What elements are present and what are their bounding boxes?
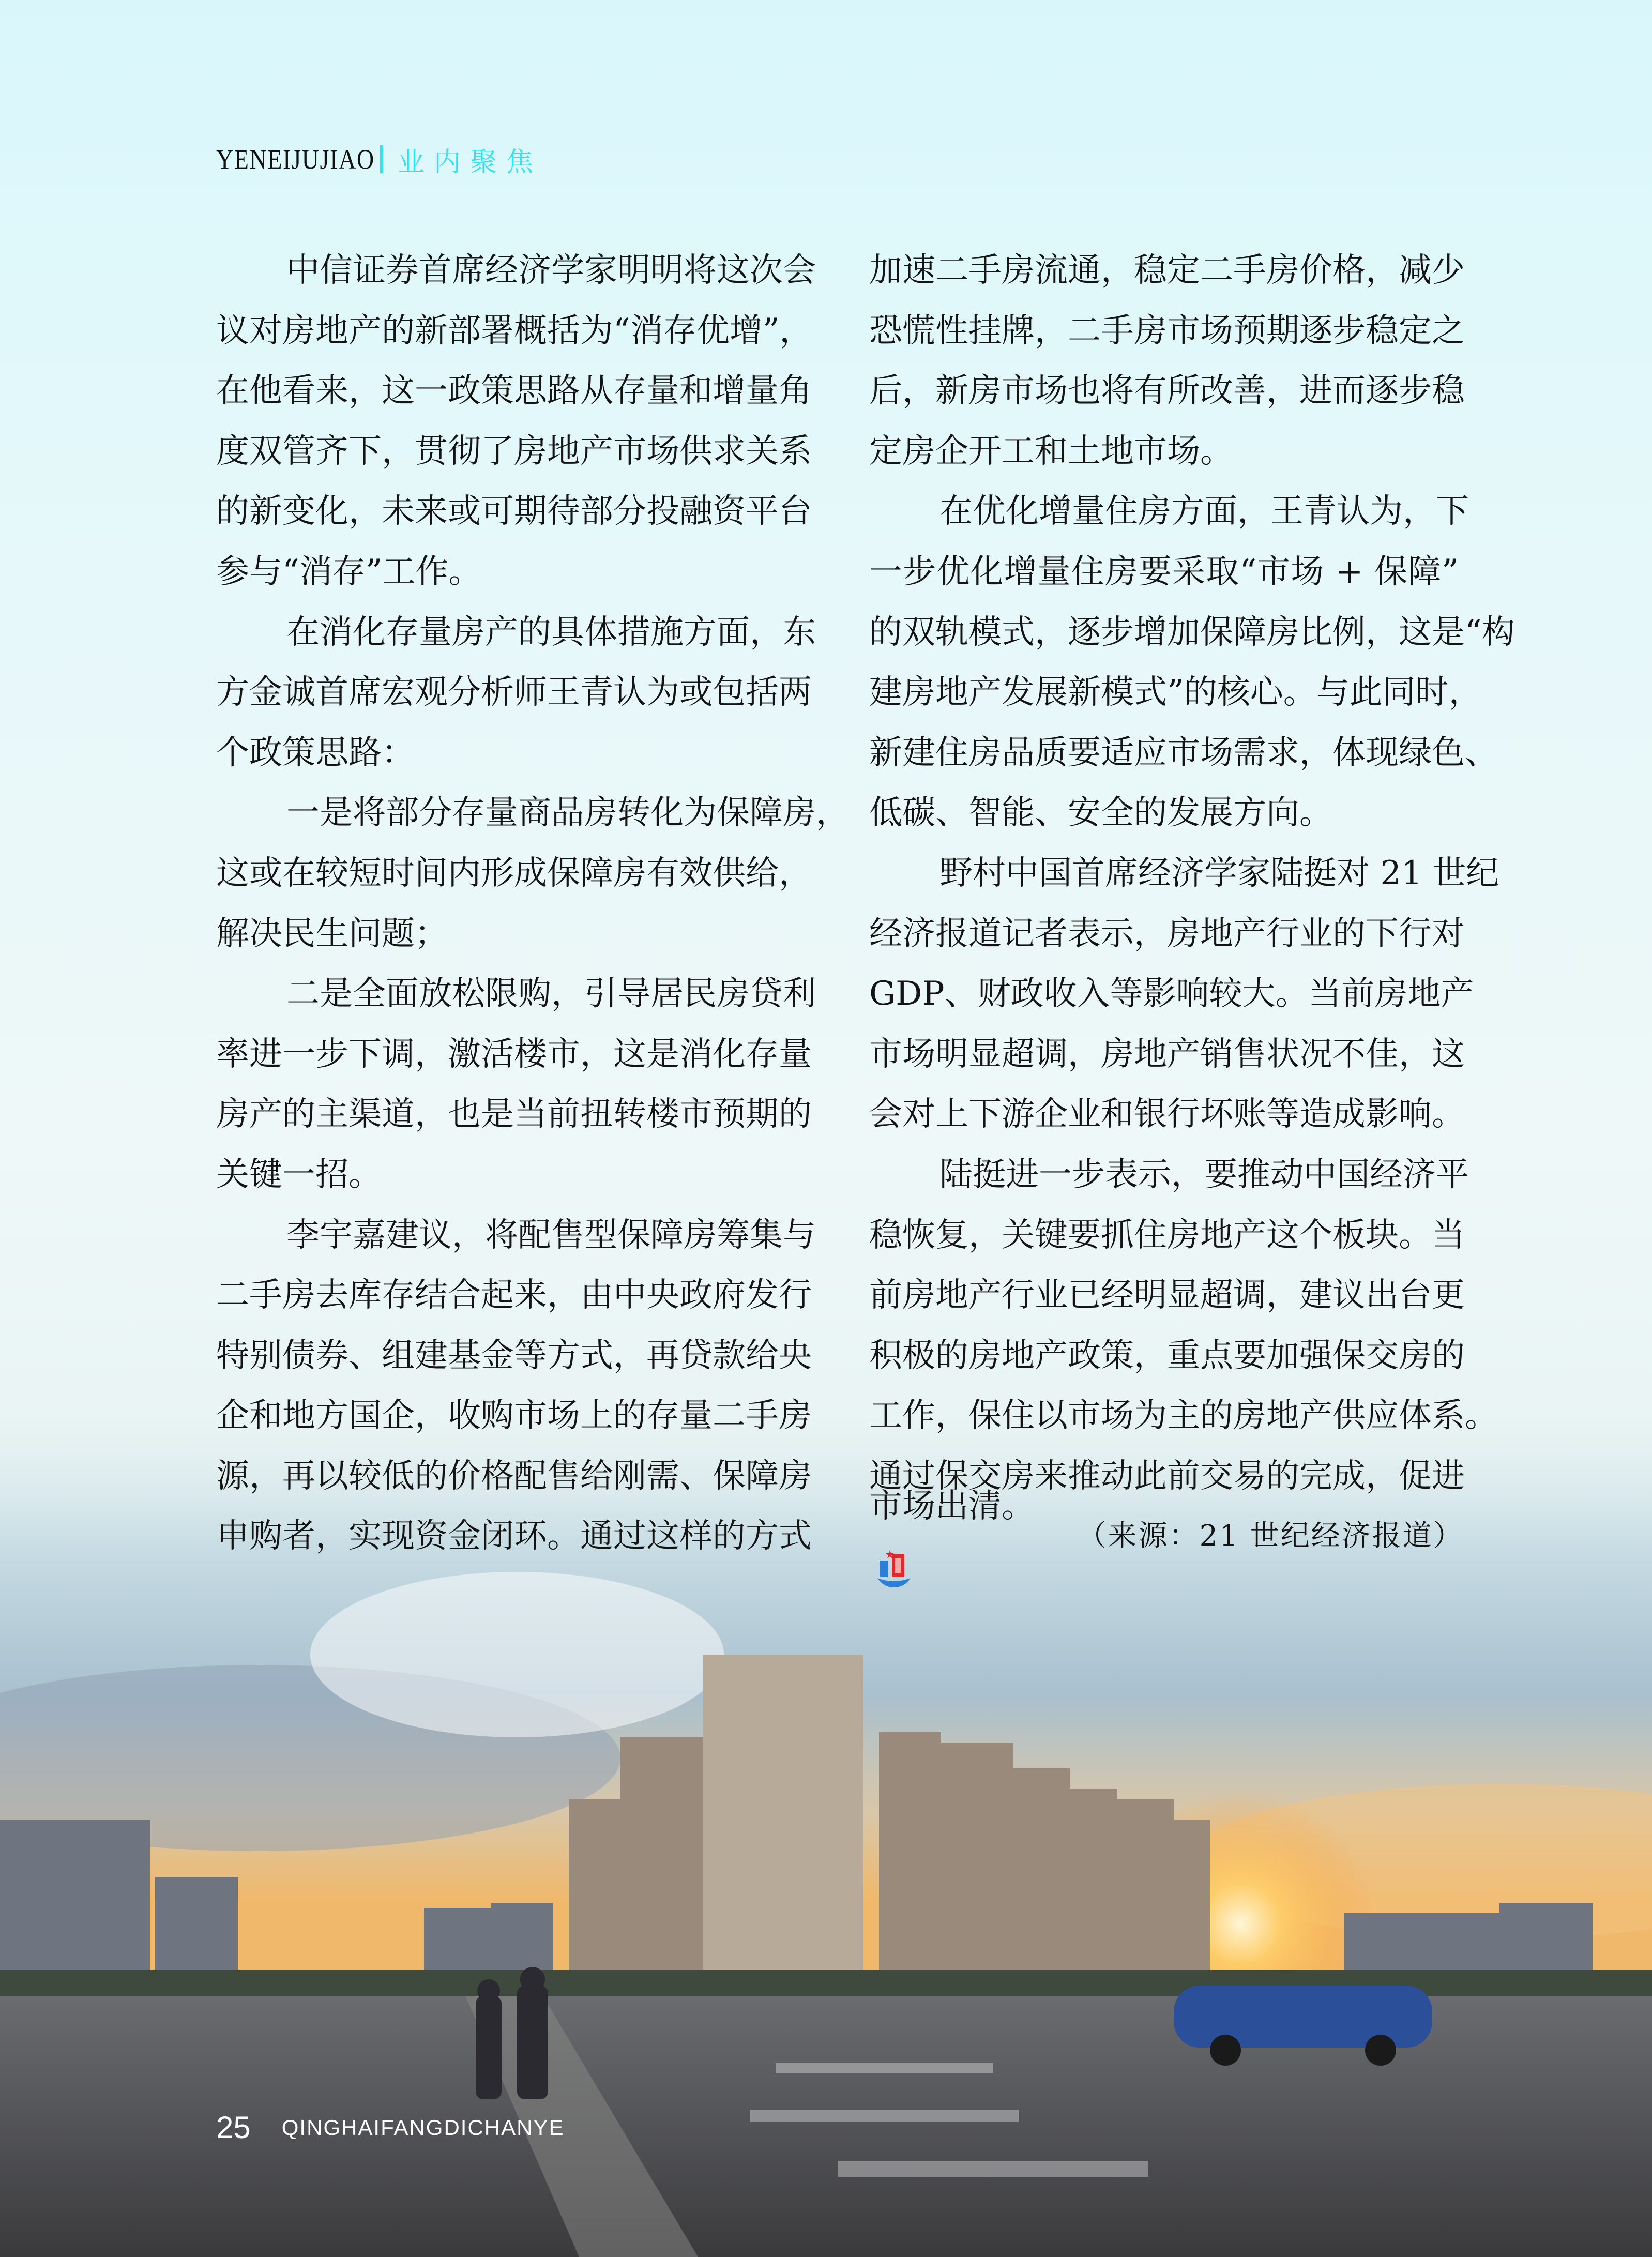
text-line: 会对上下游企业和银行坏账等造成影响。 (869, 1095, 1465, 1134)
text-line: 度双管齐下，贯彻了房地产市场供求关系 (216, 432, 812, 471)
text-line: 中信证券首席经济学家明明将这次会 (286, 251, 816, 290)
text-line: 积极的房地产政策，重点要加强保交房的 (869, 1336, 1465, 1375)
text-line: 在消化存量房产的具体措施方面，东 (286, 613, 816, 652)
text-line: 建房地产发展新模式”的核心。与此同时， (869, 673, 1482, 712)
source-citation: （来源：21 世纪经济报道） (1077, 1519, 1464, 1553)
text-line: 一步优化增量住房要采取“市场 + 保障” (869, 552, 1459, 591)
text-line: 后，新房市场也将有所改善，进而逐步稳 (869, 372, 1465, 411)
text-line: 特别债券、组建基金等方式，再贷款给央 (216, 1336, 812, 1375)
text-line: 解决民生问题； (216, 914, 448, 953)
paragraph (869, 843, 1499, 1145)
text-line: 申购者，实现资金闭环。通过这样的方式 (216, 1517, 812, 1556)
paragraph (869, 481, 1515, 843)
paragraph (216, 964, 816, 1205)
ending-text: 市场出清。 (869, 1487, 1035, 1526)
article-column-left (216, 240, 849, 1567)
text-line: 前房地产行业已经明显超调，建议出台更 (869, 1276, 1465, 1315)
text-line: 工作，保住以市场为主的房地产供应体系。 (869, 1397, 1498, 1435)
text-line: 定房企开工和土地市场。 (869, 432, 1233, 471)
paragraph (216, 1205, 816, 1567)
paragraph (216, 240, 816, 602)
paragraph (216, 783, 849, 964)
paragraph (869, 1145, 1498, 1507)
header-divider (380, 145, 383, 173)
text-line: 低碳、智能、安全的发展方向。 (869, 794, 1332, 832)
text-line: 二是全面放松限购，引导居民房贷利 (286, 975, 816, 1013)
text-line: 陆挺进一步表示，要推动中国经济平 (939, 1155, 1469, 1194)
page-number: 25 (216, 2110, 251, 2145)
section-title-zh: 业内聚焦 (398, 146, 543, 178)
article-ending (869, 1487, 1464, 1567)
text-line: 稳恢复，关键要抓住房地产这个板块。当 (869, 1216, 1465, 1254)
text-line: 源，再以较低的价格配售给刚需、保障房 (216, 1457, 812, 1495)
text-line: 参与“消存”工作。 (216, 552, 482, 591)
text-line: 经济报道记者表示，房地产行业的下行对 (869, 914, 1465, 953)
text-line: GDP、财政收入等影响较大。当前房地产 (869, 975, 1474, 1013)
text-line: 通过保交房来推动此前交易的完成，促进 (869, 1457, 1465, 1495)
text-line: 二手房去库存结合起来，由中央政府发行 (216, 1276, 812, 1315)
text-line: 房产的主渠道，也是当前扭转楼市预期的 (216, 1095, 812, 1134)
text-line: 市场明显超调，房地产销售状况不佳，这 (869, 1035, 1465, 1073)
paragraph (869, 240, 1465, 481)
section-title-en: YENEIJUJIAO (216, 144, 375, 175)
text-line: 在他看来，这一政策思路从存量和增量角 (216, 372, 812, 411)
text-line: 的新变化，未来或可期待部分投融资平台 (216, 492, 812, 531)
text-line: 关键一招。 (216, 1155, 382, 1194)
text-line: 企和地方国企，收购市场上的存量二手房 (216, 1397, 812, 1435)
ending-text-wrap (869, 1476, 1078, 1597)
magazine-name: QINGHAIFANGDICHANYE (281, 2115, 565, 2140)
page-footer (216, 2110, 565, 2145)
text-line: 率进一步下调，激活楼市，这是消化存量 (216, 1035, 812, 1073)
text-line: 恐慌性挂牌，二手房市场预期逐步稳定之 (869, 311, 1465, 350)
text-line: 方金诚首席宏观分析师王青认为或包括两 (216, 673, 812, 712)
text-line: 新建住房品质要适应市场需求，体现绿色、 (869, 733, 1498, 772)
paragraph (216, 602, 816, 783)
text-line: 加速二手房流通，稳定二手房价格，减少 (869, 251, 1465, 290)
text-line: 一是将部分存量商品房转化为保障房， (286, 794, 849, 832)
text-line: 议对房地产的新部署概括为“消存优增”， (216, 311, 813, 350)
magazine-logo-icon (873, 1548, 915, 1589)
article-column-right (869, 240, 1515, 1567)
text-line: 在优化增量住房方面，王青认为，下 (939, 492, 1469, 531)
text-line: 个政策思路： (216, 733, 415, 772)
text-line: 这或在较短时间内形成保障房有效供给， (216, 854, 812, 892)
text-line: 野村中国首席经济学家陆挺对 21 世纪 (939, 854, 1499, 892)
section-header (216, 139, 542, 180)
text-line: 李宇嘉建议，将配售型保障房筹集与 (286, 1216, 816, 1254)
text-line: 的双轨模式，逐步增加保障房比例，这是“构 (869, 613, 1515, 652)
